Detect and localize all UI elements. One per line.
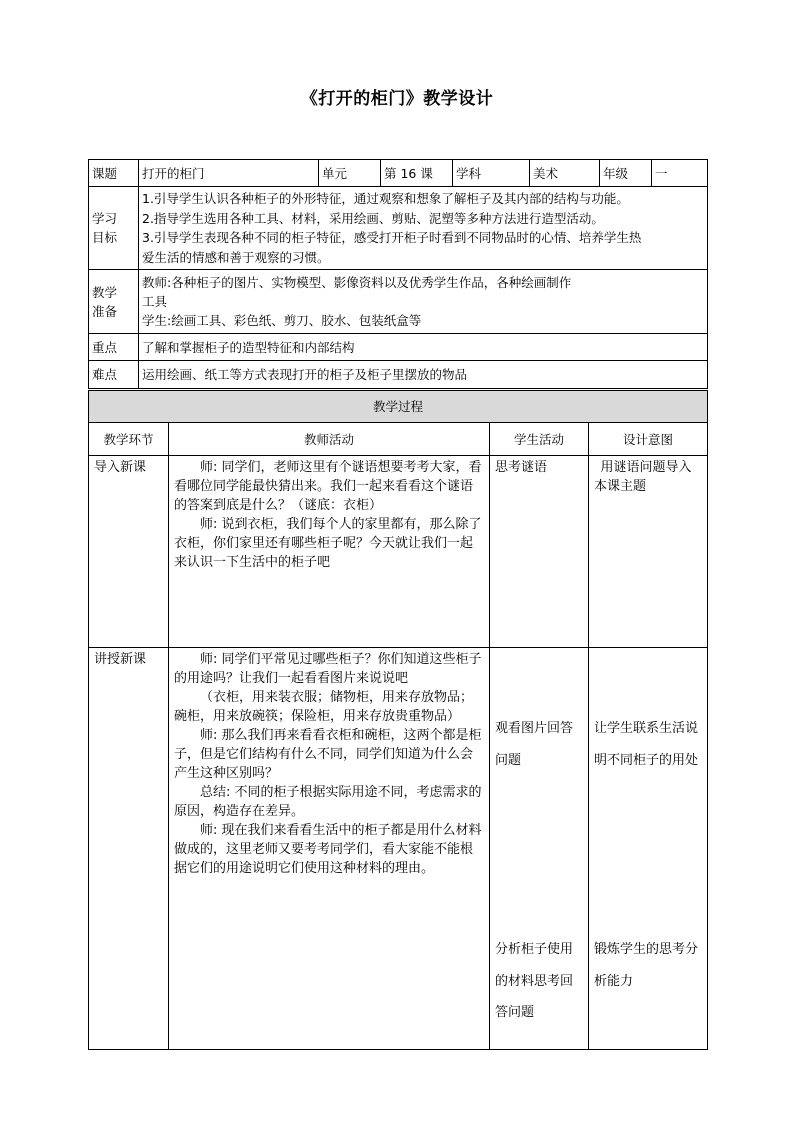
student-activity-cell: [490, 456, 589, 648]
objective-line: 1.引导学生认识各种柜子的外形特征，通过观察和想象了解柜子及其内部的结构与功能。: [142, 191, 629, 206]
page-title: 《打开的柜门》教学设计: [300, 89, 494, 109]
design-intent: 锻炼学生的思考分析能力: [594, 942, 699, 989]
process-heading-row: [89, 391, 708, 423]
unit-value: 第 16 课: [381, 160, 453, 187]
grade-value: 一: [652, 160, 708, 187]
objectives-label-line: 目标: [92, 230, 118, 245]
subject-label: 学科: [453, 160, 530, 187]
student-activity: 观看图片回答问题: [495, 721, 574, 768]
teacher-paragraph: 师: 同学们，老师这里有个谜语想要考考大家，看看哪位同学能最快猜出来。我们一起来看看这个谜语的答案到底是什么？（谜底：衣柜）: [174, 460, 482, 513]
subject-value: 美术: [530, 160, 600, 187]
col-header-teacher: 教师活动: [169, 423, 490, 456]
key-point-label: 重点: [89, 334, 139, 361]
stage-cell: 导入新课: [89, 456, 169, 648]
preparation-label-line: 准备: [92, 303, 118, 319]
design-intent: 用谜语问题导入本课主题: [594, 460, 692, 494]
objectives-label-line: 学习: [92, 211, 118, 226]
process-row-intro: [89, 456, 708, 648]
student-activity-cell: [490, 648, 589, 1050]
preparation-line: 教师:各种柜子的图片、实物模型、影像资料以及优秀学生作品，各种绘画制作: [142, 275, 572, 290]
process-row-new-lesson: [89, 648, 708, 1050]
objective-line: 爱生活的情感和善于观察的习惯。: [142, 249, 330, 265]
teacher-paragraph: 总结: 不同的柜子根据实际用途不同，考虑需求的原因，构造存在差异。: [174, 785, 482, 819]
design-intent: 让学生联系生活说明不同柜子的用处: [594, 721, 699, 768]
key-point-value: 了解和掌握柜子的造型特征和内部结构: [139, 334, 708, 361]
process-heading: 教学过程: [89, 391, 708, 423]
course-label: 课题: [89, 160, 139, 187]
design-intent-cell: [589, 648, 708, 1050]
design-intent-cell: [589, 456, 708, 648]
process-table: [88, 390, 708, 1050]
preparation-row: [89, 270, 708, 334]
course-value: 打开的柜门: [139, 160, 319, 187]
objectives-label: [89, 187, 139, 270]
teacher-activity-cell: [169, 456, 490, 648]
stage-cell: 讲授新课: [89, 648, 169, 1050]
teacher-paragraph: 师: 现在我们来看看生活中的柜子都是用什么材料做成的，这里老师又要考考同学们，看大家能不能根据它们的用途说明它们使用这种材料的理由。: [174, 823, 482, 876]
teacher-paragraph: 师: 那么我们再来看看衣柜和碗柜，这两个都是柜子，但是它们结构有什么不同，同学们知道为什么会产生这种区别吗？: [174, 728, 482, 781]
preparation-text: [139, 270, 708, 334]
preparation-label: [89, 270, 139, 334]
grade-label: 年级: [600, 160, 652, 187]
difficulty-value: 运用绘画、纸工等方式表现打开的柜子及柜子里摆放的物品: [139, 361, 708, 389]
info-row: [89, 160, 708, 187]
preparation-line: 工具: [142, 294, 168, 309]
teacher-activity-cell: [169, 648, 490, 1050]
preparation-label-line: 教学: [92, 284, 118, 300]
teacher-paragraph: 师: 同学们平常见过哪些柜子？你们知道这些柜子的用途吗？让我们一起看看图片来说说吧: [174, 652, 482, 686]
difficulty-row: [89, 361, 708, 389]
objectives-text: [139, 187, 708, 270]
student-activity: 思考谜语: [495, 460, 548, 475]
col-header-intent: 设计意图: [589, 423, 708, 456]
objectives-row: [89, 187, 708, 270]
difficulty-label: 难点: [89, 361, 139, 389]
objective-line: 3.引导学生表现各种不同的柜子特征，感受打开柜子时看到不同物品时的心情、培养学生热: [142, 230, 642, 245]
unit-label: 单元: [319, 160, 381, 187]
key-point-row: [89, 334, 708, 361]
col-header-stage: 教学环节: [89, 423, 169, 456]
teacher-paragraph: 师: 说到衣柜，我们每个人的家里都有，那么除了衣柜，你们家里还有哪些柜子呢？今天就让我们一起来认识一下生活中的柜子吧: [174, 517, 482, 570]
student-activity: 分析柜子使用的材料思考回答问题: [495, 942, 574, 1020]
col-header-student: 学生活动: [490, 423, 589, 456]
process-header-row: [89, 423, 708, 456]
teacher-paragraph: （衣柜，用来装衣服；储物柜，用来存放物品；碗柜，用来放碗筷；保险柜，用来存放贵重物品）: [174, 690, 474, 724]
objective-line: 2.指导学生选用各种工具、材料，采用绘画、剪贴、泥塑等多种方法进行造型活动。: [142, 210, 604, 226]
info-table: [88, 159, 708, 389]
preparation-line: 学生:绘画工具、彩色纸、剪刀、胶水、包装纸盒等: [142, 313, 422, 328]
